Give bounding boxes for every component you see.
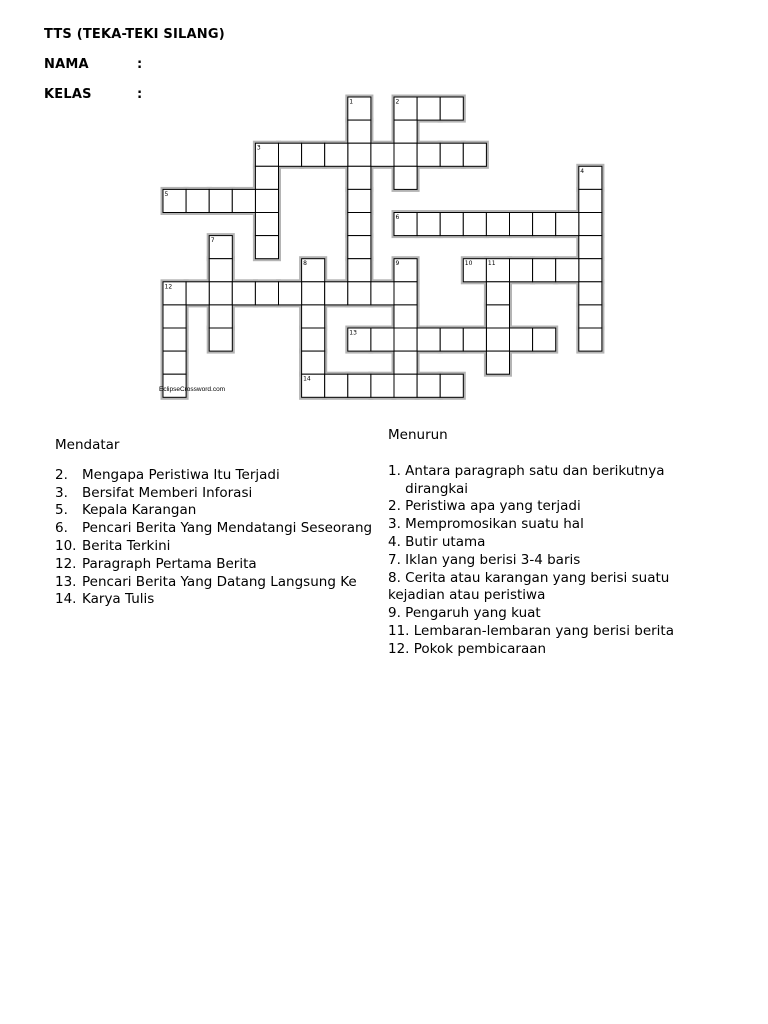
crossword-cell[interactable]: [348, 213, 371, 236]
crossword-cell[interactable]: [209, 282, 232, 305]
crossword-cell[interactable]: [302, 328, 325, 351]
clue-number-label: 8: [303, 260, 307, 268]
crossword-cell[interactable]: [371, 374, 394, 397]
crossword-cell[interactable]: [279, 143, 302, 166]
clue-text: Bersifat Memberi Inforasi: [82, 484, 253, 501]
clue-text: Mengapa Peristiwa Itu Terjadi: [82, 466, 280, 483]
crossword-cell[interactable]: [417, 97, 440, 120]
crossword-cell[interactable]: [348, 120, 371, 143]
clue-number-label: 2: [395, 98, 400, 106]
crossword-cell[interactable]: [394, 305, 417, 328]
clue-text: Pencari Berita Yang Datang Langsung Ke: [82, 573, 357, 590]
crossword-cell[interactable]: [440, 97, 463, 120]
crossword-cell[interactable]: [302, 143, 325, 166]
crossword-cell[interactable]: [579, 259, 602, 282]
crossword-cell[interactable]: [348, 143, 371, 166]
crossword-cell[interactable]: [232, 282, 255, 305]
mendatar-clue: [55, 520, 380, 538]
page-title: TTS (TEKA-TEKI SILANG): [44, 27, 225, 42]
crossword-cell[interactable]: [163, 328, 186, 351]
crossword-cell[interactable]: [394, 143, 417, 166]
crossword-cell[interactable]: [510, 213, 533, 236]
crossword-cell[interactable]: [255, 189, 278, 212]
menurun-clue: dirangkai: [388, 480, 469, 497]
crossword-cell[interactable]: [325, 374, 348, 397]
menurun-section: [388, 427, 674, 659]
crossword-cell[interactable]: [486, 282, 509, 305]
clue-number-label: 12: [164, 283, 173, 291]
mendatar-clue: [55, 591, 380, 609]
crossword-cell[interactable]: [163, 305, 186, 328]
crossword-cell[interactable]: [348, 374, 371, 397]
nama-label: NAMA: [44, 57, 89, 72]
crossword-cell[interactable]: [394, 351, 417, 374]
menurun-clue: 9. Pengaruh yang kuat: [388, 605, 541, 622]
crossword-cell[interactable]: [209, 259, 232, 282]
crossword-cell[interactable]: [417, 213, 440, 236]
crossword-cell[interactable]: [302, 282, 325, 305]
crossword-cell[interactable]: [579, 305, 602, 328]
crossword-cell[interactable]: [325, 282, 348, 305]
crossword-cell[interactable]: [533, 213, 556, 236]
clue-number-label: 13: [349, 329, 357, 337]
clue-number: 13.: [55, 573, 77, 590]
mendatar-section: [55, 437, 380, 609]
crossword-cell[interactable]: [163, 351, 186, 374]
clue-text: Kepala Karangan: [82, 502, 197, 519]
clue-number: 6.: [55, 520, 68, 537]
crossword-cell[interactable]: [440, 213, 463, 236]
crossword-cell[interactable]: [255, 213, 278, 236]
crossword-credit: EclipseCrossword.com: [159, 386, 226, 393]
crossword-cell[interactable]: [394, 328, 417, 351]
crossword-cell[interactable]: [371, 282, 394, 305]
crossword-cell[interactable]: [463, 213, 486, 236]
crossword-cell[interactable]: [510, 328, 533, 351]
clue-number-label: 1: [349, 98, 354, 106]
crossword-cell[interactable]: [440, 143, 463, 166]
crossword-cell[interactable]: [486, 305, 509, 328]
crossword-cell[interactable]: [533, 328, 556, 351]
clue-number-label: 14: [303, 375, 311, 383]
clue-number: 5.: [55, 502, 68, 519]
crossword-cell[interactable]: [394, 166, 417, 189]
menurun-clue: 1. Antara paragraph satu dan berikutnya: [388, 462, 665, 479]
crossword-cell[interactable]: [440, 374, 463, 397]
clue-number-label: 11: [487, 260, 496, 268]
crossword-cell[interactable]: [579, 328, 602, 351]
mendatar-clue: [55, 467, 380, 485]
crossword-cell[interactable]: [486, 328, 509, 351]
clue-number-label: 9: [395, 260, 400, 268]
crossword-cell[interactable]: [232, 189, 255, 212]
crossword-cell[interactable]: [186, 189, 209, 212]
crossword-cell[interactable]: [394, 120, 417, 143]
menurun-clue-list: [388, 463, 674, 659]
crossword-cell[interactable]: [186, 282, 209, 305]
crossword-cell[interactable]: [463, 143, 486, 166]
mendatar-clue-list: [55, 467, 380, 609]
clue-number: 10.: [55, 537, 77, 554]
mendatar-clue: [55, 556, 380, 574]
crossword-cell[interactable]: [486, 213, 509, 236]
crossword-cell[interactable]: [279, 282, 302, 305]
crossword-cell[interactable]: [579, 236, 602, 259]
mendatar-clue: [55, 485, 380, 503]
mendatar-title: Mendatar: [55, 437, 120, 453]
crossword-cell[interactable]: [579, 213, 602, 236]
crossword-cell[interactable]: [417, 374, 440, 397]
nama-colon: :: [137, 57, 143, 72]
crossword-cell[interactable]: [348, 236, 371, 259]
crossword-cell[interactable]: [533, 259, 556, 282]
menurun-title: Menurun: [388, 427, 448, 443]
menurun-clue: 7. Iklan yang berisi 3-4 baris: [388, 551, 581, 568]
clue-number-label: 7: [210, 237, 215, 245]
clue-text: Karya Tulis: [82, 591, 155, 608]
crossword-cell[interactable]: [302, 351, 325, 374]
crossword-cell[interactable]: [371, 328, 394, 351]
clue-number: 12.: [55, 555, 77, 572]
clue-number-label: 3: [256, 144, 261, 152]
mendatar-clue: [55, 538, 380, 556]
crossword-cell[interactable]: [394, 282, 417, 305]
menurun-clue: 3. Mempromosikan suatu hal: [388, 516, 584, 533]
clue-number: 3.: [55, 484, 68, 501]
crossword-cell[interactable]: [348, 259, 371, 282]
crossword-cell[interactable]: [302, 305, 325, 328]
crossword-cell[interactable]: [463, 328, 486, 351]
clue-number-label: 6: [395, 214, 400, 221]
crossword-grid: [0, 0, 768, 400]
crossword-cell[interactable]: [348, 189, 371, 212]
crossword-cell[interactable]: [579, 189, 602, 212]
kelas-label: KELAS: [44, 87, 92, 102]
crossword-cell[interactable]: [348, 166, 371, 189]
crossword-cell[interactable]: [255, 282, 278, 305]
crossword-cell[interactable]: [556, 259, 579, 282]
crossword-cell[interactable]: [556, 213, 579, 236]
crossword-cell[interactable]: [486, 351, 509, 374]
crossword-cell[interactable]: [394, 374, 417, 397]
clue-text: Pencari Berita Yang Mendatangi Seseorang: [82, 520, 373, 537]
crossword-cell[interactable]: [417, 328, 440, 351]
crossword-cell[interactable]: [371, 143, 394, 166]
crossword-cell[interactable]: [325, 143, 348, 166]
crossword-cell[interactable]: [209, 328, 232, 351]
kelas-colon: :: [137, 87, 143, 102]
crossword-cell[interactable]: [255, 236, 278, 259]
clue-number-label: 10: [464, 260, 473, 268]
clue-number: 14.: [55, 591, 77, 608]
crossword-cell[interactable]: [417, 143, 440, 166]
clue-number-label: 4: [580, 167, 585, 175]
crossword-cell[interactable]: [348, 282, 371, 305]
clue-number: 2.: [55, 466, 68, 483]
clue-text: Berita Terkini: [82, 537, 171, 554]
menurun-clue: 4. Butir utama: [388, 533, 486, 550]
menurun-clue: 2. Peristiwa apa yang terjadi: [388, 498, 581, 515]
crossword-cell[interactable]: [255, 166, 278, 189]
clue-number-label: 5: [164, 190, 169, 198]
menurun-clue: 8. Cerita atau karangan yang berisi suatu: [388, 569, 670, 586]
crossword-cell[interactable]: [209, 305, 232, 328]
mendatar-clue: [55, 502, 380, 520]
clue-text: Paragraph Pertama Berita: [82, 555, 257, 572]
menurun-clue: kejadian atau peristiwa: [388, 587, 546, 604]
crossword-cell[interactable]: [579, 282, 602, 305]
mendatar-clue: [55, 574, 380, 592]
crossword-cell[interactable]: [440, 328, 463, 351]
crossword-cell[interactable]: [510, 259, 533, 282]
crossword-cell[interactable]: [209, 189, 232, 212]
menurun-clue: 12. Pokok pembicaraan: [388, 640, 547, 657]
menurun-clue: 11. Lembaran-lembaran yang berisi berita: [388, 622, 674, 639]
